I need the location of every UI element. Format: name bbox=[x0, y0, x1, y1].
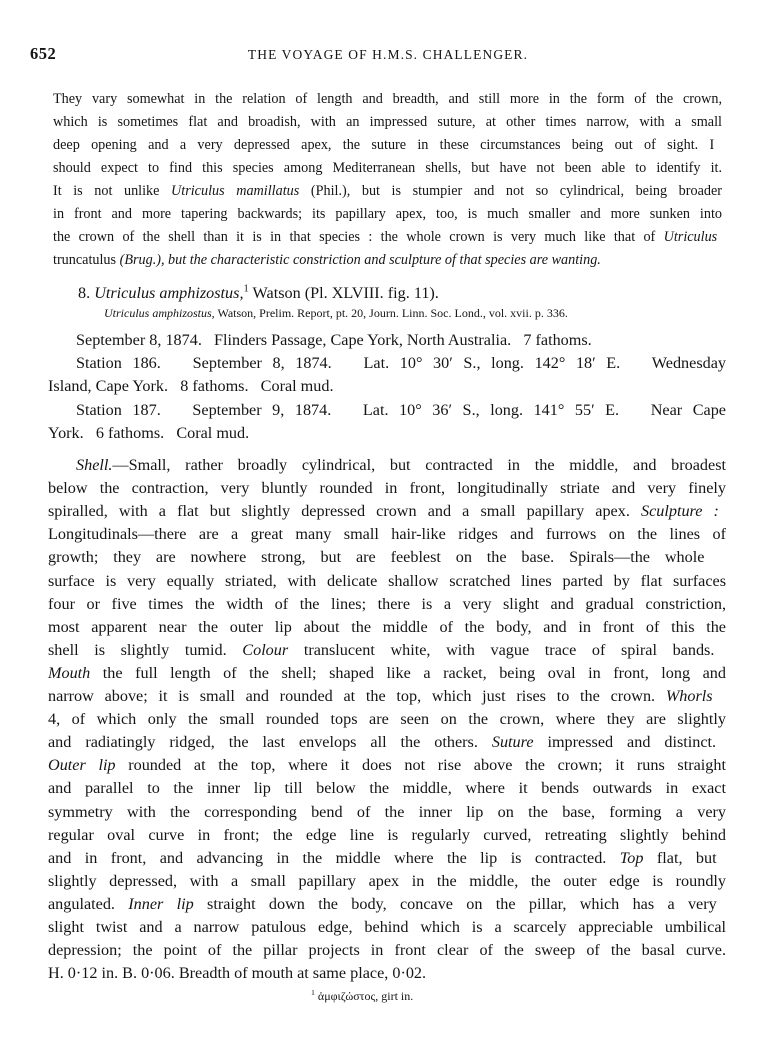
paragraph1-line bbox=[53, 253, 601, 267]
paragraph1-line bbox=[53, 161, 722, 175]
description-line bbox=[48, 757, 726, 773]
paragraph1-segment: truncatulus bbox=[53, 252, 117, 268]
page-number: 652 bbox=[30, 44, 57, 63]
description-segment: regular oval curve in front; the edge line is regularly curved, retreating slightly behind bbox=[48, 825, 726, 844]
description-italic-segment: Shell. bbox=[76, 456, 113, 474]
description-segment: symmetry with the corresponding bend of the inner lip on the base, forming a very bbox=[48, 802, 726, 821]
description-line bbox=[76, 457, 726, 473]
paragraph1-line bbox=[53, 207, 722, 221]
description-segment: and in front, and advancing in the middle where the lip is contracted. bbox=[48, 848, 620, 867]
description-line bbox=[48, 503, 719, 519]
description-italic-segment: Suture bbox=[491, 733, 534, 752]
footnote bbox=[311, 990, 776, 1002]
station-line: Station 187. September 9, 1874. Lat. 10° 36′ S., long. 141° 55′ E. Near Cape bbox=[76, 401, 726, 419]
description-line bbox=[48, 873, 726, 889]
description-segment: slightly depressed, with a small papillary apex in the middle, the outer edge is roundly bbox=[48, 871, 726, 890]
synonym-name: Utriculus amphizostus, bbox=[104, 306, 215, 320]
description-line bbox=[48, 549, 704, 565]
description-segment: H. 0·12 in. B. 0·06. Breadth of mouth at same place, 0·02. bbox=[48, 964, 427, 983]
description-segment: surface is very equally striated, with delicate shallow scratched lines parted by flat surfaces bbox=[48, 571, 726, 590]
paragraph1-segment: It is not unlike bbox=[53, 183, 172, 199]
paragraph1-segment: in front and more tapering backwards; its papillary apex, too, is much smaller and more sunken into bbox=[53, 206, 722, 222]
description-segment: and radiatingly ridged, the last envelops all the others. bbox=[48, 733, 492, 752]
description-line bbox=[48, 919, 726, 935]
paragraph1-segment: deep opening and a very depressed apex, the suture in these circumstances being out of sight. I bbox=[53, 137, 715, 153]
description-line bbox=[48, 780, 726, 796]
description-segment: Longitudinals—there are a great many small hair-like ridges and furrows on the lines of bbox=[48, 525, 726, 544]
description-segment: below the contraction, very bluntly rounded in front, longitudinally striate and very finely bbox=[48, 479, 726, 498]
description-italic-segment: Outer lip bbox=[48, 756, 116, 775]
description-italic-segment: Sculpture : bbox=[641, 502, 719, 521]
paragraph1-line bbox=[53, 138, 714, 152]
description-italic-segment: Colour bbox=[242, 640, 289, 659]
description-segment: impressed and distinct. bbox=[533, 733, 717, 752]
species-name: Utriculus amphizostus, bbox=[94, 284, 244, 302]
species-number: 8. bbox=[78, 284, 91, 302]
paragraph1-line bbox=[53, 115, 722, 129]
paragraph1-italic-segment: (Brug.), but the characteristic constriction and sculpture of that species are wanting. bbox=[116, 252, 601, 268]
footnote-ref: 1 bbox=[243, 283, 249, 295]
paragraph1-line bbox=[53, 230, 717, 244]
station-line: September 8, 1874. Flinders Passage, Cape York, North Australia. 7 fathoms. bbox=[76, 331, 592, 349]
description-segment: translucent white, with vague trace of spiral bands. bbox=[288, 640, 715, 659]
paragraph1-italic-segment: Utriculus bbox=[663, 229, 718, 245]
paragraph1-segment: should expect to find this species among Mediterranean shells, but have not been able to identify it. bbox=[53, 160, 722, 176]
description-italic-segment: Top bbox=[619, 848, 644, 867]
description-line bbox=[48, 573, 726, 589]
paragraph1-segment: (Phil.), but is stumpier and not so cylindrical, being broader bbox=[299, 183, 722, 199]
footnote-marker: 1 bbox=[311, 988, 315, 997]
description-segment: depression; the point of the pillar projects in front clear of the sweep of the basal curve. bbox=[48, 941, 726, 960]
description-line bbox=[48, 734, 716, 750]
description-line bbox=[48, 665, 726, 681]
description-segment: the full length of the shell; shaped like a racket, being oval in front, long and bbox=[90, 663, 726, 682]
description-line bbox=[48, 619, 726, 635]
description-segment: spiralled, with a flat but slightly depressed crown and a small papillary apex. bbox=[48, 502, 641, 521]
description-segment: angulated. bbox=[48, 894, 129, 913]
description-segment: and parallel to the inner lip till below the middle, where it bends outwards in exact bbox=[48, 779, 726, 798]
description-line bbox=[48, 850, 717, 866]
station-line: Island, Cape York. 8 fathoms. Coral mud. bbox=[48, 377, 334, 395]
description-line bbox=[48, 827, 726, 843]
paragraph1-segment: the crown of the shell than it is in that species : the whole crown is very much like that of bbox=[53, 229, 664, 245]
description-segment: flat, but bbox=[643, 848, 717, 867]
paragraph1-segment: which is sometimes flat and broadish, with an impressed suture, at other times narrow, with a small bbox=[53, 114, 722, 130]
description-line bbox=[48, 896, 717, 912]
paragraph1-line bbox=[53, 92, 722, 106]
synonym-reference bbox=[104, 307, 776, 319]
description-line bbox=[48, 965, 426, 981]
description-segment: shell is slightly tumid. bbox=[48, 640, 243, 659]
description-line bbox=[48, 711, 726, 727]
paragraph1-italic-segment: Utriculus mamillatus bbox=[171, 183, 300, 199]
description-segment: most apparent near the outer lip about the middle of the body, and in front of this the bbox=[48, 617, 726, 636]
description-segment: —Small, rather broadly cylindrical, but contracted in the middle, and broadest bbox=[112, 456, 726, 474]
description-segment: four or five times the width of the lines; there is a very slight and gradual constriction, bbox=[48, 594, 726, 613]
description-segment: narrow above; it is small and rounded at the top, which just rises to the crown. bbox=[48, 687, 666, 705]
description-line bbox=[48, 942, 726, 958]
description-line bbox=[48, 642, 714, 658]
species-heading bbox=[78, 285, 776, 301]
description-line bbox=[48, 526, 726, 542]
station-line: Station 186. September 8, 1874. Lat. 10° 30′ S., long. 142° 18′ E. Wednesday bbox=[76, 354, 726, 372]
description-line bbox=[48, 804, 726, 820]
description-segment: rounded at the top, where it does not rise above the crown; it runs straight bbox=[115, 756, 726, 775]
description-italic-segment: Mouth bbox=[48, 663, 91, 682]
description-line bbox=[48, 480, 726, 496]
description-segment: slight twist and a narrow patulous edge, behind which is a scarcely appreciable umbilical bbox=[48, 918, 726, 936]
station-line: York. 6 fathoms. Coral mud. bbox=[48, 424, 250, 442]
description-italic-segment: Inner lip bbox=[128, 894, 194, 913]
description-line bbox=[48, 688, 713, 704]
description-italic-segment: Whorls bbox=[665, 687, 713, 705]
description-segment: 4, of which only the small rounded tops are seen on the crown, where they are slightly bbox=[48, 710, 726, 729]
footnote-text: ἀμφιζώστος, girt in. bbox=[317, 989, 414, 1003]
paragraph1-line bbox=[53, 184, 722, 198]
description-line bbox=[48, 596, 726, 612]
running-title: THE VOYAGE OF H.M.S. CHALLENGER. bbox=[247, 47, 529, 62]
species-authority: Watson (Pl. XLVIII. fig. 11). bbox=[252, 284, 439, 302]
paragraph1-segment: They vary somewhat in the relation of length and breadth, and still more in the form of the crown, bbox=[53, 91, 722, 107]
description-segment: straight down the body, concave on the pillar, which has a very bbox=[193, 894, 717, 913]
synonym-citation: Watson, Prelim. Report, pt. 20, Journ. Linn. Soc. Lond., vol. xvii. p. 336. bbox=[214, 306, 568, 320]
description-segment: growth; they are nowhere strong, but are feeblest on the base. Spirals—the whole bbox=[48, 548, 705, 567]
